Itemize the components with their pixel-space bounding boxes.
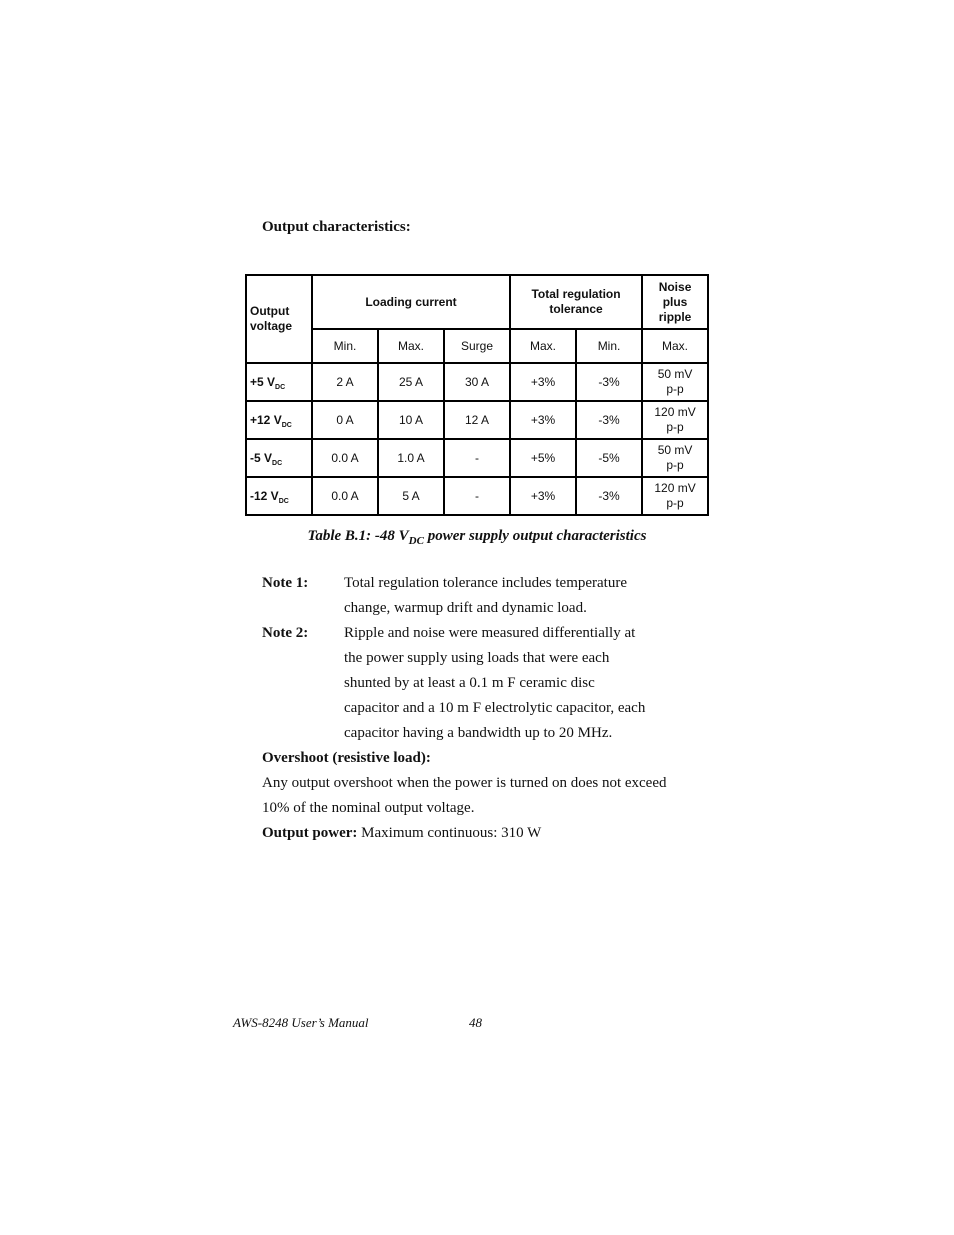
regulation-min-cell: -3% <box>576 477 642 515</box>
subheader-cell: Min. <box>312 329 378 363</box>
table-row <box>246 477 708 515</box>
table-row <box>246 439 708 477</box>
section-title: Output characteristics: <box>262 219 411 235</box>
subheader-cell: Max. <box>378 329 444 363</box>
min-current-cell: 0 A <box>312 401 378 439</box>
min-current-cell: 0.0 A <box>312 477 378 515</box>
overshoot-heading: Overshoot (resistive load): <box>262 750 431 766</box>
noise-cell: 120 mV p-p <box>642 477 708 515</box>
regulation-min-cell: -3% <box>576 363 642 401</box>
subheader-cell: Surge <box>444 329 510 363</box>
footer-manual-title: AWS-8248 User’s Manual <box>233 1015 369 1030</box>
surge-current-cell: 12 A <box>444 401 510 439</box>
min-current-cell: 2 A <box>312 363 378 401</box>
output-characteristics-table <box>245 274 709 516</box>
note-1-label: Note 1: <box>262 575 309 591</box>
output-power-line <box>262 821 702 846</box>
noise-cell: 120 mV p-p <box>642 401 708 439</box>
max-current-cell: 25 A <box>378 363 444 401</box>
overshoot-text: Any output overshoot when the power is turned on does not exceed 10% of the nominal output voltage. <box>262 775 667 816</box>
table-row <box>246 363 708 401</box>
voltage-cell: +5 $V_{DC}$ <box>246 363 312 401</box>
subheader-cell: Max. <box>510 329 576 363</box>
regulation-max-cell: +3% <box>510 363 576 401</box>
max-current-cell: 10 A <box>378 401 444 439</box>
subheader-cell: Min. <box>576 329 642 363</box>
output-power-label: Output power: <box>262 825 358 841</box>
surge-current-cell: 30 A <box>444 363 510 401</box>
regulation-max-cell: +3% <box>510 477 576 515</box>
noise-cell: 50 mV p-p <box>642 439 708 477</box>
subheader-cell: Max. <box>642 329 708 363</box>
header-output-voltage: Output voltage <box>246 275 312 363</box>
max-current-cell: 1.0 A <box>378 439 444 477</box>
voltage-cell: +12 $V_{DC}$ <box>246 401 312 439</box>
footer-page-number: 48 <box>469 1015 482 1030</box>
table-row <box>246 401 708 439</box>
min-current-cell: 0.0 A <box>312 439 378 477</box>
header-total-regulation: Total regulation tolerance <box>510 275 642 329</box>
surge-current-cell: - <box>444 477 510 515</box>
header-loading-current: Loading current <box>312 275 510 329</box>
surge-current-cell: - <box>444 439 510 477</box>
table-caption: Table B.1: -48 $V_{DC}$ power supply output characteristics <box>307 528 647 547</box>
output-power-value: Maximum continuous: 310 W <box>357 825 542 841</box>
note-2-label: Note 2: <box>262 625 309 641</box>
regulation-max-cell: +5% <box>510 439 576 477</box>
note-1-text: Total regulation tolerance includes temperature change, warmup drift and dynamic load. <box>344 575 627 616</box>
header-noise-ripple: Noise plus ripple <box>642 275 708 329</box>
regulation-min-cell: -3% <box>576 401 642 439</box>
noise-cell: 50 mV p-p <box>642 363 708 401</box>
regulation-min-cell: -5% <box>576 439 642 477</box>
voltage-cell: -5 $V_{DC}$ <box>246 439 312 477</box>
max-current-cell: 5 A <box>378 477 444 515</box>
regulation-max-cell: +3% <box>510 401 576 439</box>
voltage-cell: -12 $V_{DC}$ <box>246 477 312 515</box>
note-2-text: Ripple and noise were measured differentially at the power supply using loads that were each shunted by at least a 0.1 m F ceramic disc capacitor and a 10 m F electrolytic capacitor, each capacitor having a bandwidth up to 20 MHz. <box>344 625 646 741</box>
